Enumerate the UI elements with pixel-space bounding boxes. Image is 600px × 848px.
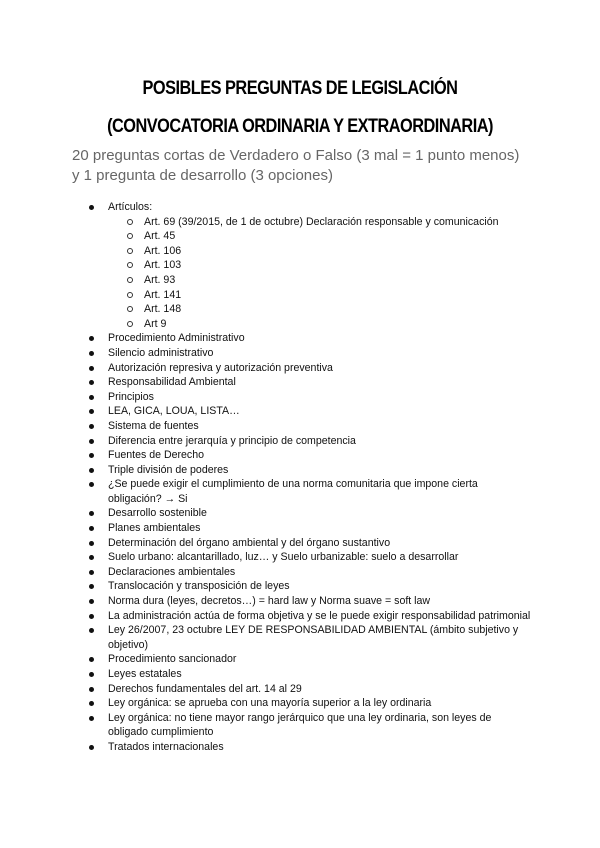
bullet-icon (89, 628, 94, 633)
list-item-text: Determinación del órgano ambiental y del órgano sustantivo (108, 536, 391, 549)
sublist-item (108, 317, 532, 332)
bullet-icon (89, 657, 94, 662)
list-item-text: Procedimiento sancionador (108, 653, 237, 666)
list-item (72, 331, 532, 346)
sublist-item (108, 244, 532, 259)
circle-bullet-icon (127, 262, 133, 268)
subtitle (72, 146, 542, 186)
list-item (72, 565, 532, 580)
sublist-item-text: Art. 106 (144, 244, 182, 257)
circle-bullet-icon (127, 248, 133, 254)
list-item-text: LEA, GICA, LOUA, LISTA… (108, 405, 240, 418)
list-item (72, 361, 532, 376)
list-item-text: Leyes estatales (108, 668, 182, 680)
bullet-icon (89, 555, 94, 560)
list-item-text: Diferencia entre jerarquía y principio de competencia (108, 434, 356, 447)
bullet-icon (89, 687, 94, 692)
list-item-text: Procedimiento Administrativo (108, 332, 245, 345)
bullet-icon (89, 599, 94, 604)
list-item (72, 200, 532, 331)
list-item (72, 682, 532, 697)
list-item-text: Fuentes de Derecho (108, 449, 204, 462)
circle-bullet-icon (127, 306, 133, 312)
bullet-icon (89, 366, 94, 371)
list-item-text: Planes ambientales (108, 522, 201, 535)
list-item-text: Sistema de fuentes (108, 419, 199, 432)
page-title-line-1: POSIBLES PREGUNTAS DE LEGISLACIÓN (142, 78, 458, 99)
sublist-item (108, 273, 532, 288)
circle-bullet-icon (127, 277, 133, 283)
list-item (72, 740, 532, 755)
subtitle-line-2: y 1 pregunta de desarrollo (3 opciones) (72, 167, 333, 184)
list-item-text: La administración actúa de forma objetiva y se le puede exigir responsabilidad patrimonial (108, 609, 531, 622)
articulos-sublist (108, 215, 532, 332)
circle-bullet-icon (127, 233, 133, 239)
list-item (72, 623, 532, 652)
sublist-item-text: Art. 141 (144, 288, 182, 301)
articulos-label: Artículos: (108, 201, 153, 213)
bullet-icon (89, 614, 94, 619)
list-item (72, 696, 532, 711)
sublist-item-text: Art 9 (144, 317, 167, 330)
list-item-text: Ley 26/2007, 23 octubre LEY DE RESPONSABILIDAD AMBIENTAL (ámbito subjetivo y objetivo) (108, 624, 519, 651)
page-title-line-2: (CONVOCATORIA ORDINARIA Y EXTRAORDINARIA) (107, 116, 493, 137)
list-item (72, 419, 532, 434)
sublist-item (108, 258, 532, 273)
sublist-item-text: Art. 69 (39/2015, de 1 de octubre) Declaración responsable y comunicación (144, 215, 499, 228)
list-item-text: Derechos fundamentales del art. 14 al 29 (108, 682, 302, 695)
bullet-icon (89, 745, 94, 750)
circle-bullet-icon (127, 292, 133, 298)
list-item (72, 506, 532, 521)
list-item (72, 550, 532, 565)
bullet-icon (89, 701, 94, 706)
bullet-icon (89, 395, 94, 400)
list-item-text: Tratados internacionales (108, 740, 224, 753)
list-item-text: Norma dura (leyes, decretos…) = hard law y Norma suave = soft law (108, 595, 431, 608)
list-item-text: Suelo urbano: alcantarillado, luz… y Suelo urbanizable: suelo a desarrollar (108, 551, 459, 564)
list-item (72, 667, 532, 682)
bullet-icon (89, 511, 94, 516)
sublist-item (108, 215, 532, 230)
bullet-icon (89, 716, 94, 721)
list-item-text: ¿Se puede exigir el cumplimiento de una norma comunitaria que impone cierta obligación? → Si (108, 478, 478, 505)
list-item (72, 521, 532, 536)
sublist-item-text: Art. 148 (144, 303, 182, 316)
topics-list (72, 200, 532, 755)
list-item (72, 375, 532, 390)
list-item-text: Autorización represiva y autorización preventiva (108, 361, 333, 374)
list-item-text: Silencio administrativo (108, 346, 214, 359)
list-item (72, 346, 532, 361)
list-item-text: Desarrollo sostenible (108, 507, 207, 520)
circle-bullet-icon (127, 321, 133, 327)
bullet-icon (89, 672, 94, 677)
list-item (72, 579, 532, 594)
list-item (72, 434, 532, 449)
list-item (72, 404, 532, 419)
list-item-text: Ley orgánica: se aprueba con una mayoría superior a la ley ordinaria (108, 697, 432, 710)
sublist-item (108, 302, 532, 317)
list-item-text: Triple división de poderes (108, 463, 229, 476)
list-item (72, 536, 532, 551)
list-item (72, 463, 532, 478)
list-item-text: Ley orgánica: no tiene mayor rango jerárquico que una ley ordinaria, son leyes de obligado cumplimiento (108, 711, 492, 739)
sublist-item (108, 288, 532, 303)
list-item-text: Principios (108, 390, 154, 403)
list-item (72, 448, 532, 463)
bullet-icon (89, 336, 94, 341)
bullet-icon (89, 482, 94, 487)
bullet-icon (89, 439, 94, 444)
bullet-icon (89, 584, 94, 589)
list-item (72, 390, 532, 405)
sublist-item (108, 229, 532, 244)
bullet-icon (89, 453, 94, 458)
bullet-icon (89, 570, 94, 575)
list-item (72, 711, 532, 740)
list-item (72, 594, 532, 609)
sublist-item-text: Art. 45 (144, 230, 176, 243)
list-item-text: Responsabilidad Ambiental (108, 376, 236, 389)
bullet-icon (89, 424, 94, 429)
bullet-icon (89, 380, 94, 385)
list-item-text: Translocación y transposición de leyes (108, 580, 290, 593)
subtitle-line-1: 20 preguntas cortas de Verdadero o Falso (3 mal = 1 punto menos) (72, 147, 520, 164)
bullet-icon (89, 409, 94, 414)
sublist-item-text: Art. 93 (144, 273, 176, 286)
bullet-icon (89, 468, 94, 473)
list-item (72, 477, 532, 506)
list-item (72, 609, 532, 624)
bullet-icon (89, 351, 94, 356)
bullet-icon (89, 205, 94, 210)
bullet-icon (89, 526, 94, 531)
bullet-icon (89, 541, 94, 546)
circle-bullet-icon (127, 219, 133, 225)
list-item-text: Declaraciones ambientales (108, 565, 236, 578)
sublist-item-text: Art. 103 (144, 259, 182, 272)
list-item (72, 652, 532, 667)
